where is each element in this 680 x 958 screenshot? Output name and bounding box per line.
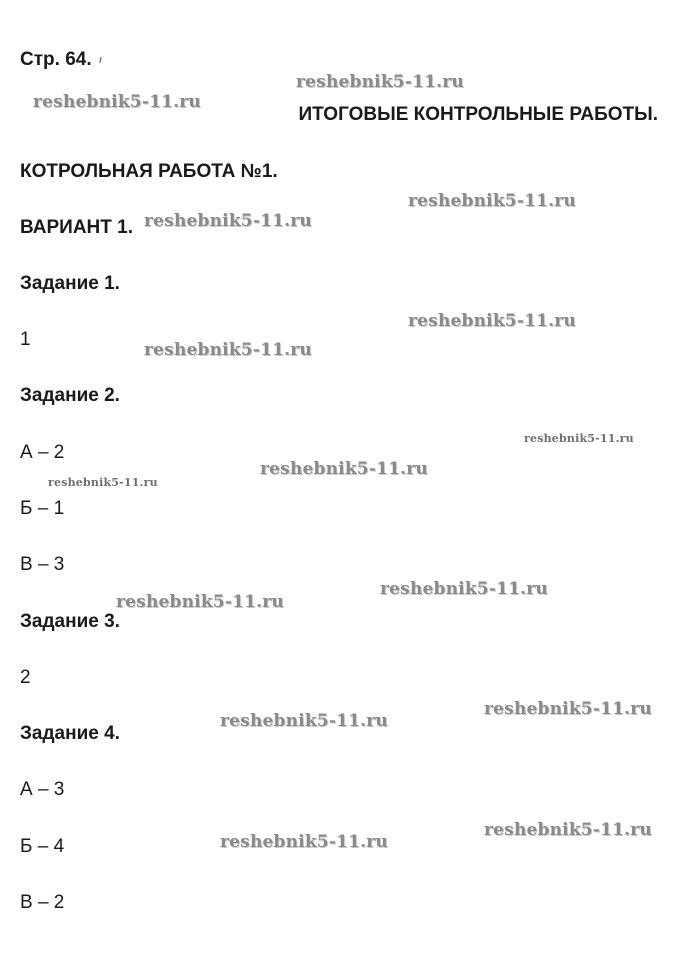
watermark: reshebnik5-11.ru xyxy=(220,711,388,731)
page-reference xyxy=(20,49,104,71)
variant-title: ВАРИАНТ 1. xyxy=(20,217,133,238)
task-3-answer: 2 xyxy=(20,667,31,688)
watermark: reshebnik5-11.ru xyxy=(296,72,464,92)
task-4-answer-c: В – 2 xyxy=(20,892,65,913)
watermark: reshebnik5-11.ru xyxy=(48,476,158,489)
watermark: reshebnik5-11.ru xyxy=(524,432,634,445)
watermark: reshebnik5-11.ru xyxy=(144,340,312,360)
task-2-label: Задание 2. xyxy=(20,385,120,406)
section-title: ИТОГОВЫЕ КОНТРОЛЬНЫЕ РАБОТЫ. xyxy=(298,104,658,125)
task-4-label: Задание 4. xyxy=(20,723,120,744)
page-reference-text: Стр. 64. xyxy=(20,49,92,70)
task-2-answer-a: А – 2 xyxy=(20,442,65,463)
task-3-label: Задание 3. xyxy=(20,611,120,632)
task-1-label: Задание 1. xyxy=(20,273,120,294)
work-title: КОТРОЛЬНАЯ РАБОТА №1. xyxy=(20,161,278,182)
watermark: reshebnik5-11.ru xyxy=(408,191,576,211)
stray-mark xyxy=(99,57,104,63)
watermark: reshebnik5-11.ru xyxy=(220,832,388,852)
watermark: reshebnik5-11.ru xyxy=(260,459,428,479)
watermark: reshebnik5-11.ru xyxy=(380,579,548,599)
watermark: reshebnik5-11.ru xyxy=(408,311,576,331)
task-2-answer-c: В – 3 xyxy=(20,554,65,575)
task-1-answer: 1 xyxy=(20,329,31,350)
watermark: reshebnik5-11.ru xyxy=(484,820,652,840)
task-2-answer-b: Б – 1 xyxy=(20,498,65,519)
watermark: reshebnik5-11.ru xyxy=(144,211,312,231)
task-4-answer-a: А – 3 xyxy=(20,779,65,800)
watermark: reshebnik5-11.ru xyxy=(116,592,284,612)
watermark: reshebnik5-11.ru xyxy=(484,699,652,719)
watermark: reshebnik5-11.ru xyxy=(33,92,201,112)
task-4-answer-b: Б – 4 xyxy=(20,836,65,857)
